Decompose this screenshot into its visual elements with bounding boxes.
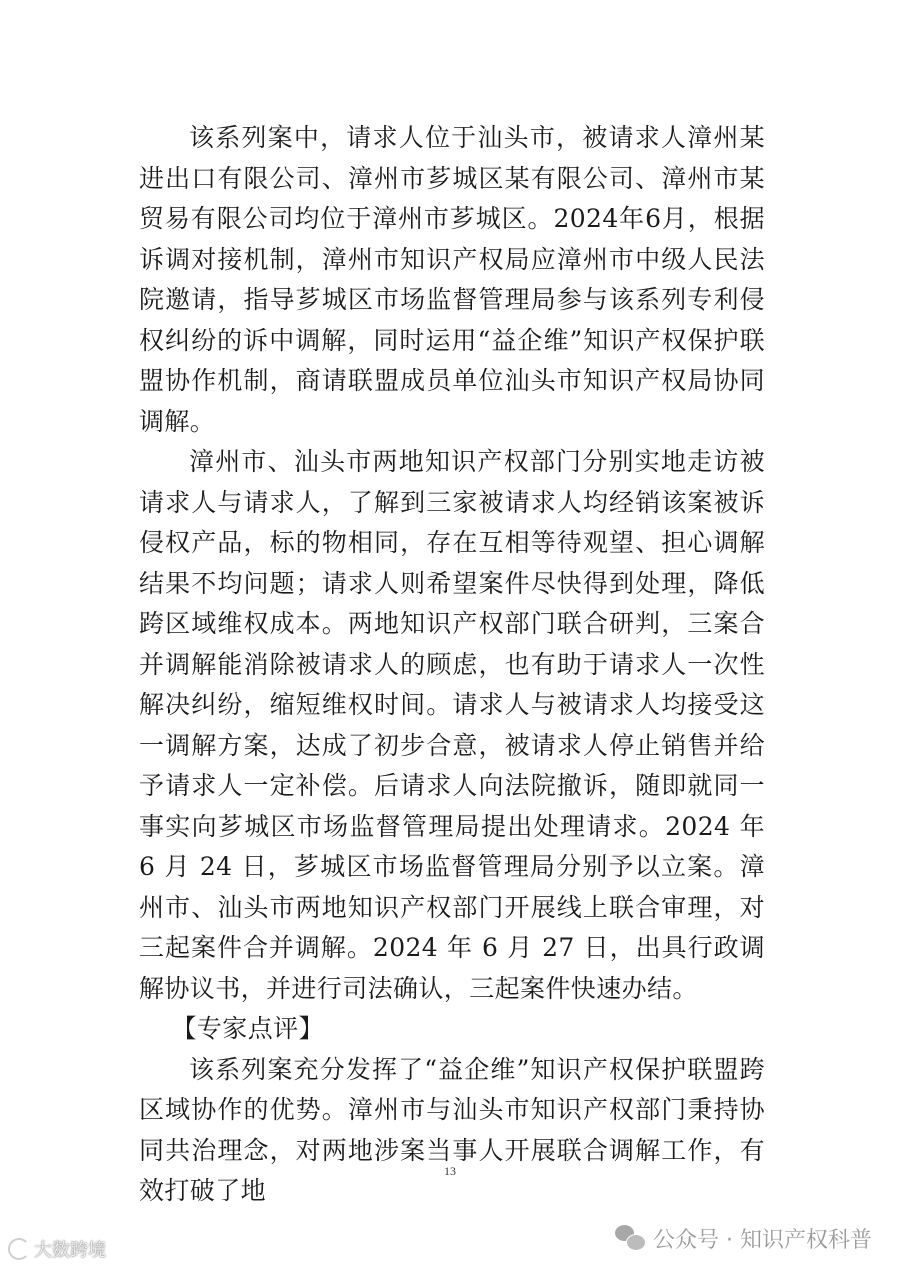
wechat-account-text: 公众号 · 知识产权科普 bbox=[653, 1227, 872, 1253]
wechat-account-watermark bbox=[615, 1220, 872, 1256]
document-body bbox=[139, 118, 765, 1212]
paragraph-expert-comment: 该系列案充分发挥了“益企维”知识产权保护联盟跨区域协作的优势。漳州市与汕头市知识产权部门秉持协同共治理念，对两地涉案当事人开展联合调解工作，有效打破了地 bbox=[139, 1054, 765, 1205]
source-watermark-text: 大数跨境 bbox=[34, 1240, 106, 1261]
wechat-icon bbox=[615, 1225, 645, 1251]
page-number: 13 bbox=[444, 1164, 456, 1178]
paragraph-case-background: 该系列案中，请求人位于汕头市，被请求人漳州某进出口有限公司、漳州市芗城区某有限公司、漳州市某贸易有限公司均位于漳州市芗城区。2024年6月，根据诉调对接机制，漳州市知识产权局应漳州市中级人民法院邀请，指导芗城区市场监督管理局参与该系列专利侵权纠纷的诉中调解，同时运用“益企维”知识产权保护联盟协作机制，商请联盟成员单位汕头市知识产权局协同调解。 bbox=[139, 123, 765, 436]
paragraph-mediation-process: 漳州市、汕头市两地知识产权部门分别实地走访被请求人与请求人，了解到三家被请求人均经销该案被诉侵权产品，标的物相同，存在互相等待观望、担心调解结果不均问题；请求人则希望案件尽快得到处理，降低跨区域维权成本。两地知识产权部门联合研判，三案合并调解能消除被请求人的顾虑，也有助于请求人一次性解决纠纷，缩短维权时间。请求人与被请求人均接受这一调解方案，达成了初步合意，被请求人停止销售并给予请求人一定补偿。后请求人向法院撤诉，随即就同一事实向芗城区市场监督管理局提出处理请求。2024 年 6 月 24 日，芗城区市场监督管理局分别予以立案。漳州市、汕头市两地知识产权部门开展线上联合审理，对三起案件合并调解。2024 年 6 月 27 日，出具行政调解协议书，并进行司法确认，三起案件快速办结。 bbox=[139, 447, 765, 1003]
section-heading-expert-comment: 【专家点评】 bbox=[171, 1014, 324, 1043]
source-watermark bbox=[8, 1236, 106, 1262]
swirl-logo-icon bbox=[8, 1238, 30, 1260]
